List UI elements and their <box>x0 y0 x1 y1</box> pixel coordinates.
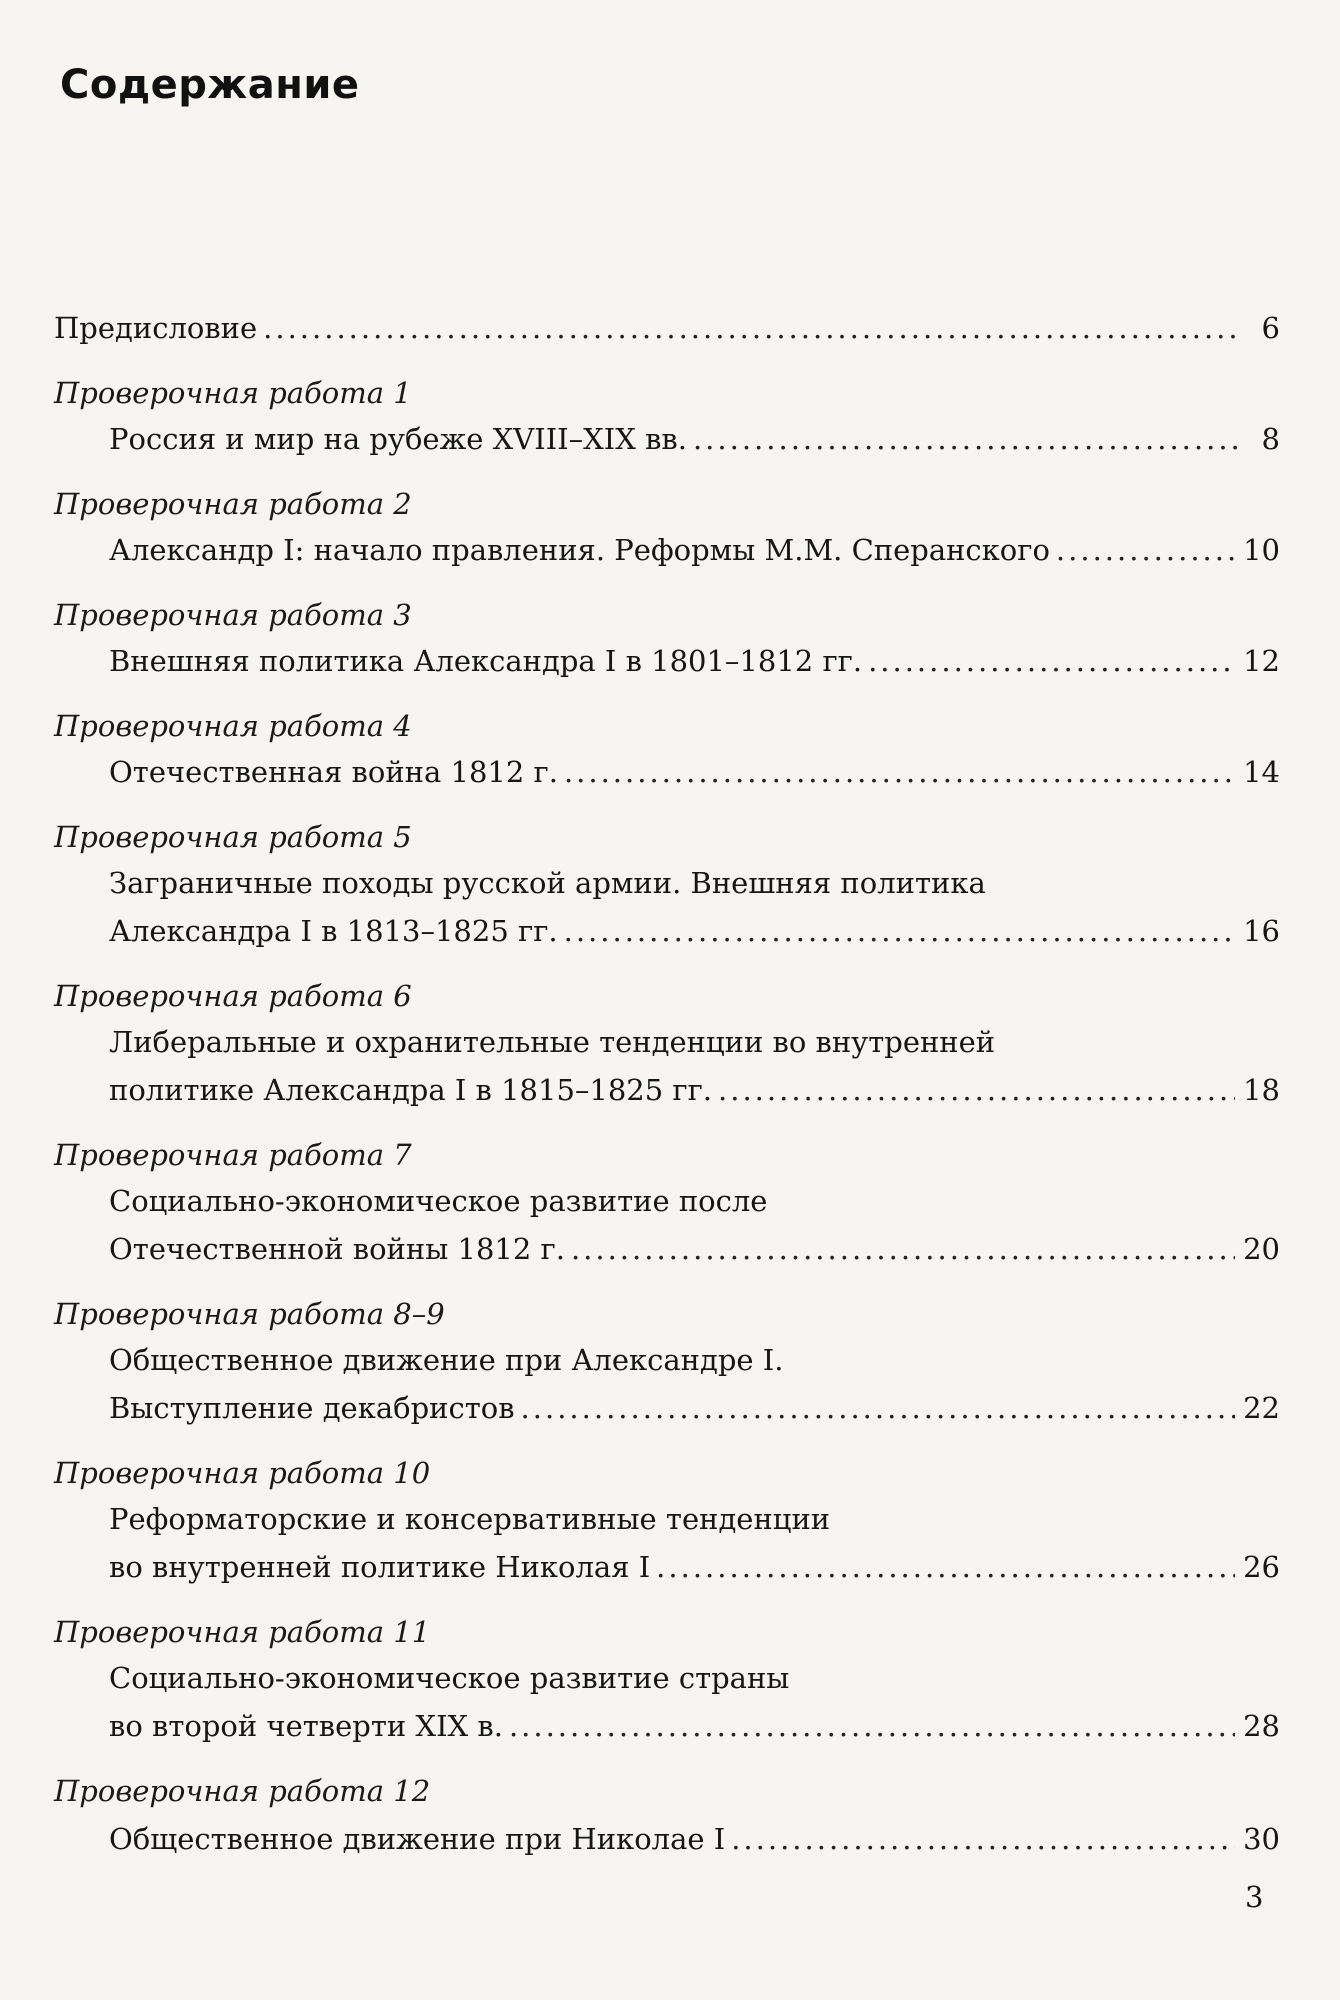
toc-entry[interactable] <box>109 914 1280 948</box>
dot-leader <box>693 422 1242 456</box>
section-label: Проверочная работа 3 <box>54 598 412 632</box>
toc-entry-preface[interactable] <box>54 311 1280 345</box>
toc-entry[interactable] <box>109 1073 1280 1107</box>
toc-page-number: 14 <box>1243 755 1280 789</box>
toc-entry-text: Отечественная война 1812 г. <box>109 755 558 789</box>
toc-entry-text: политике Александра I в 1815–1825 гг. <box>109 1073 713 1107</box>
toc-page-number: 6 <box>1261 311 1280 345</box>
section-label: Проверочная работа 4 <box>54 709 412 743</box>
section-label: Проверочная работа 7 <box>54 1138 412 1172</box>
section-label: Проверочная работа 8–9 <box>54 1297 445 1331</box>
section-label: Проверочная работа 10 <box>54 1456 431 1490</box>
toc-entry[interactable] <box>109 1550 1280 1584</box>
dot-leader <box>509 1709 1235 1743</box>
toc-page-number: 26 <box>1243 1550 1280 1584</box>
toc-page-number: 16 <box>1243 914 1280 948</box>
page-number: 3 <box>1245 1880 1264 1914</box>
section-label: Проверочная работа 1 <box>54 376 412 410</box>
toc-entry-text: Предисловие <box>54 311 258 345</box>
toc-entry[interactable] <box>109 1232 1280 1266</box>
dot-leader <box>564 755 1235 789</box>
section-label: Проверочная работа 11 <box>54 1615 431 1649</box>
toc-entry-text: Александр I: начало правления. Реформы М.М. Сперанского <box>109 533 1050 567</box>
section-label: Проверочная работа 2 <box>54 487 412 521</box>
toc-entry-line: Социально-экономическое развитие после <box>109 1184 768 1218</box>
toc-page-number: 22 <box>1243 1391 1280 1425</box>
toc-entry-line: Заграничные походы русской армии. Внешняя политика <box>109 866 986 900</box>
toc-entry-line: Реформаторские и консервативные тенденции <box>109 1502 831 1536</box>
toc-entry-line: Либеральные и охранительные тенденции во внутренней <box>109 1025 996 1059</box>
dot-leader <box>571 1232 1235 1266</box>
toc-entry[interactable] <box>109 422 1280 456</box>
toc-entry-line: Социально-экономическое развитие страны <box>109 1661 790 1695</box>
toc-page-number: 30 <box>1243 1822 1280 1856</box>
section-label: Проверочная работа 6 <box>54 979 412 1013</box>
dot-leader <box>718 1073 1235 1107</box>
toc-entry-text: Александра I в 1813–1825 гг. <box>109 914 558 948</box>
toc-entry-text: Выступление декабристов <box>109 1391 515 1425</box>
toc-page-number: 10 <box>1243 533 1280 567</box>
toc-entry-text: Общественное движение при Николае I <box>109 1822 726 1856</box>
dot-leader <box>263 311 1242 345</box>
toc-entry-text: во внутренней политике Николая I <box>109 1550 651 1584</box>
dot-leader <box>656 1550 1235 1584</box>
page-title: Содержание <box>60 62 360 108</box>
dot-leader <box>1056 533 1235 567</box>
toc-page-number: 28 <box>1243 1709 1280 1743</box>
dot-leader <box>564 914 1235 948</box>
toc-entry-line: Общественное движение при Александре I. <box>109 1343 784 1377</box>
toc-entry-text: Внешняя политика Александра I в 1801–1812 гг. <box>109 644 863 678</box>
toc-entry-text: Отечественной войны 1812 г. <box>109 1232 565 1266</box>
dot-leader <box>868 644 1235 678</box>
toc-page-number: 12 <box>1243 644 1280 678</box>
toc-page-number: 18 <box>1243 1073 1280 1107</box>
section-label: Проверочная работа 5 <box>54 820 412 854</box>
toc-entry[interactable] <box>109 1709 1280 1743</box>
toc-entry-text: во второй четверти XIX в. <box>109 1709 503 1743</box>
dot-leader <box>731 1822 1235 1856</box>
toc-page-number: 8 <box>1261 422 1280 456</box>
toc-entry-text: Россия и мир на рубеже XVIII–XIX вв. <box>109 422 687 456</box>
section-label: Проверочная работа 12 <box>54 1774 431 1808</box>
toc-entry[interactable] <box>109 1391 1280 1425</box>
toc-entry[interactable] <box>109 533 1280 567</box>
toc-entry[interactable] <box>109 644 1280 678</box>
dot-leader <box>521 1391 1236 1425</box>
toc-entry[interactable] <box>109 1822 1280 1856</box>
toc-entry[interactable] <box>109 755 1280 789</box>
toc-page-number: 20 <box>1243 1232 1280 1266</box>
